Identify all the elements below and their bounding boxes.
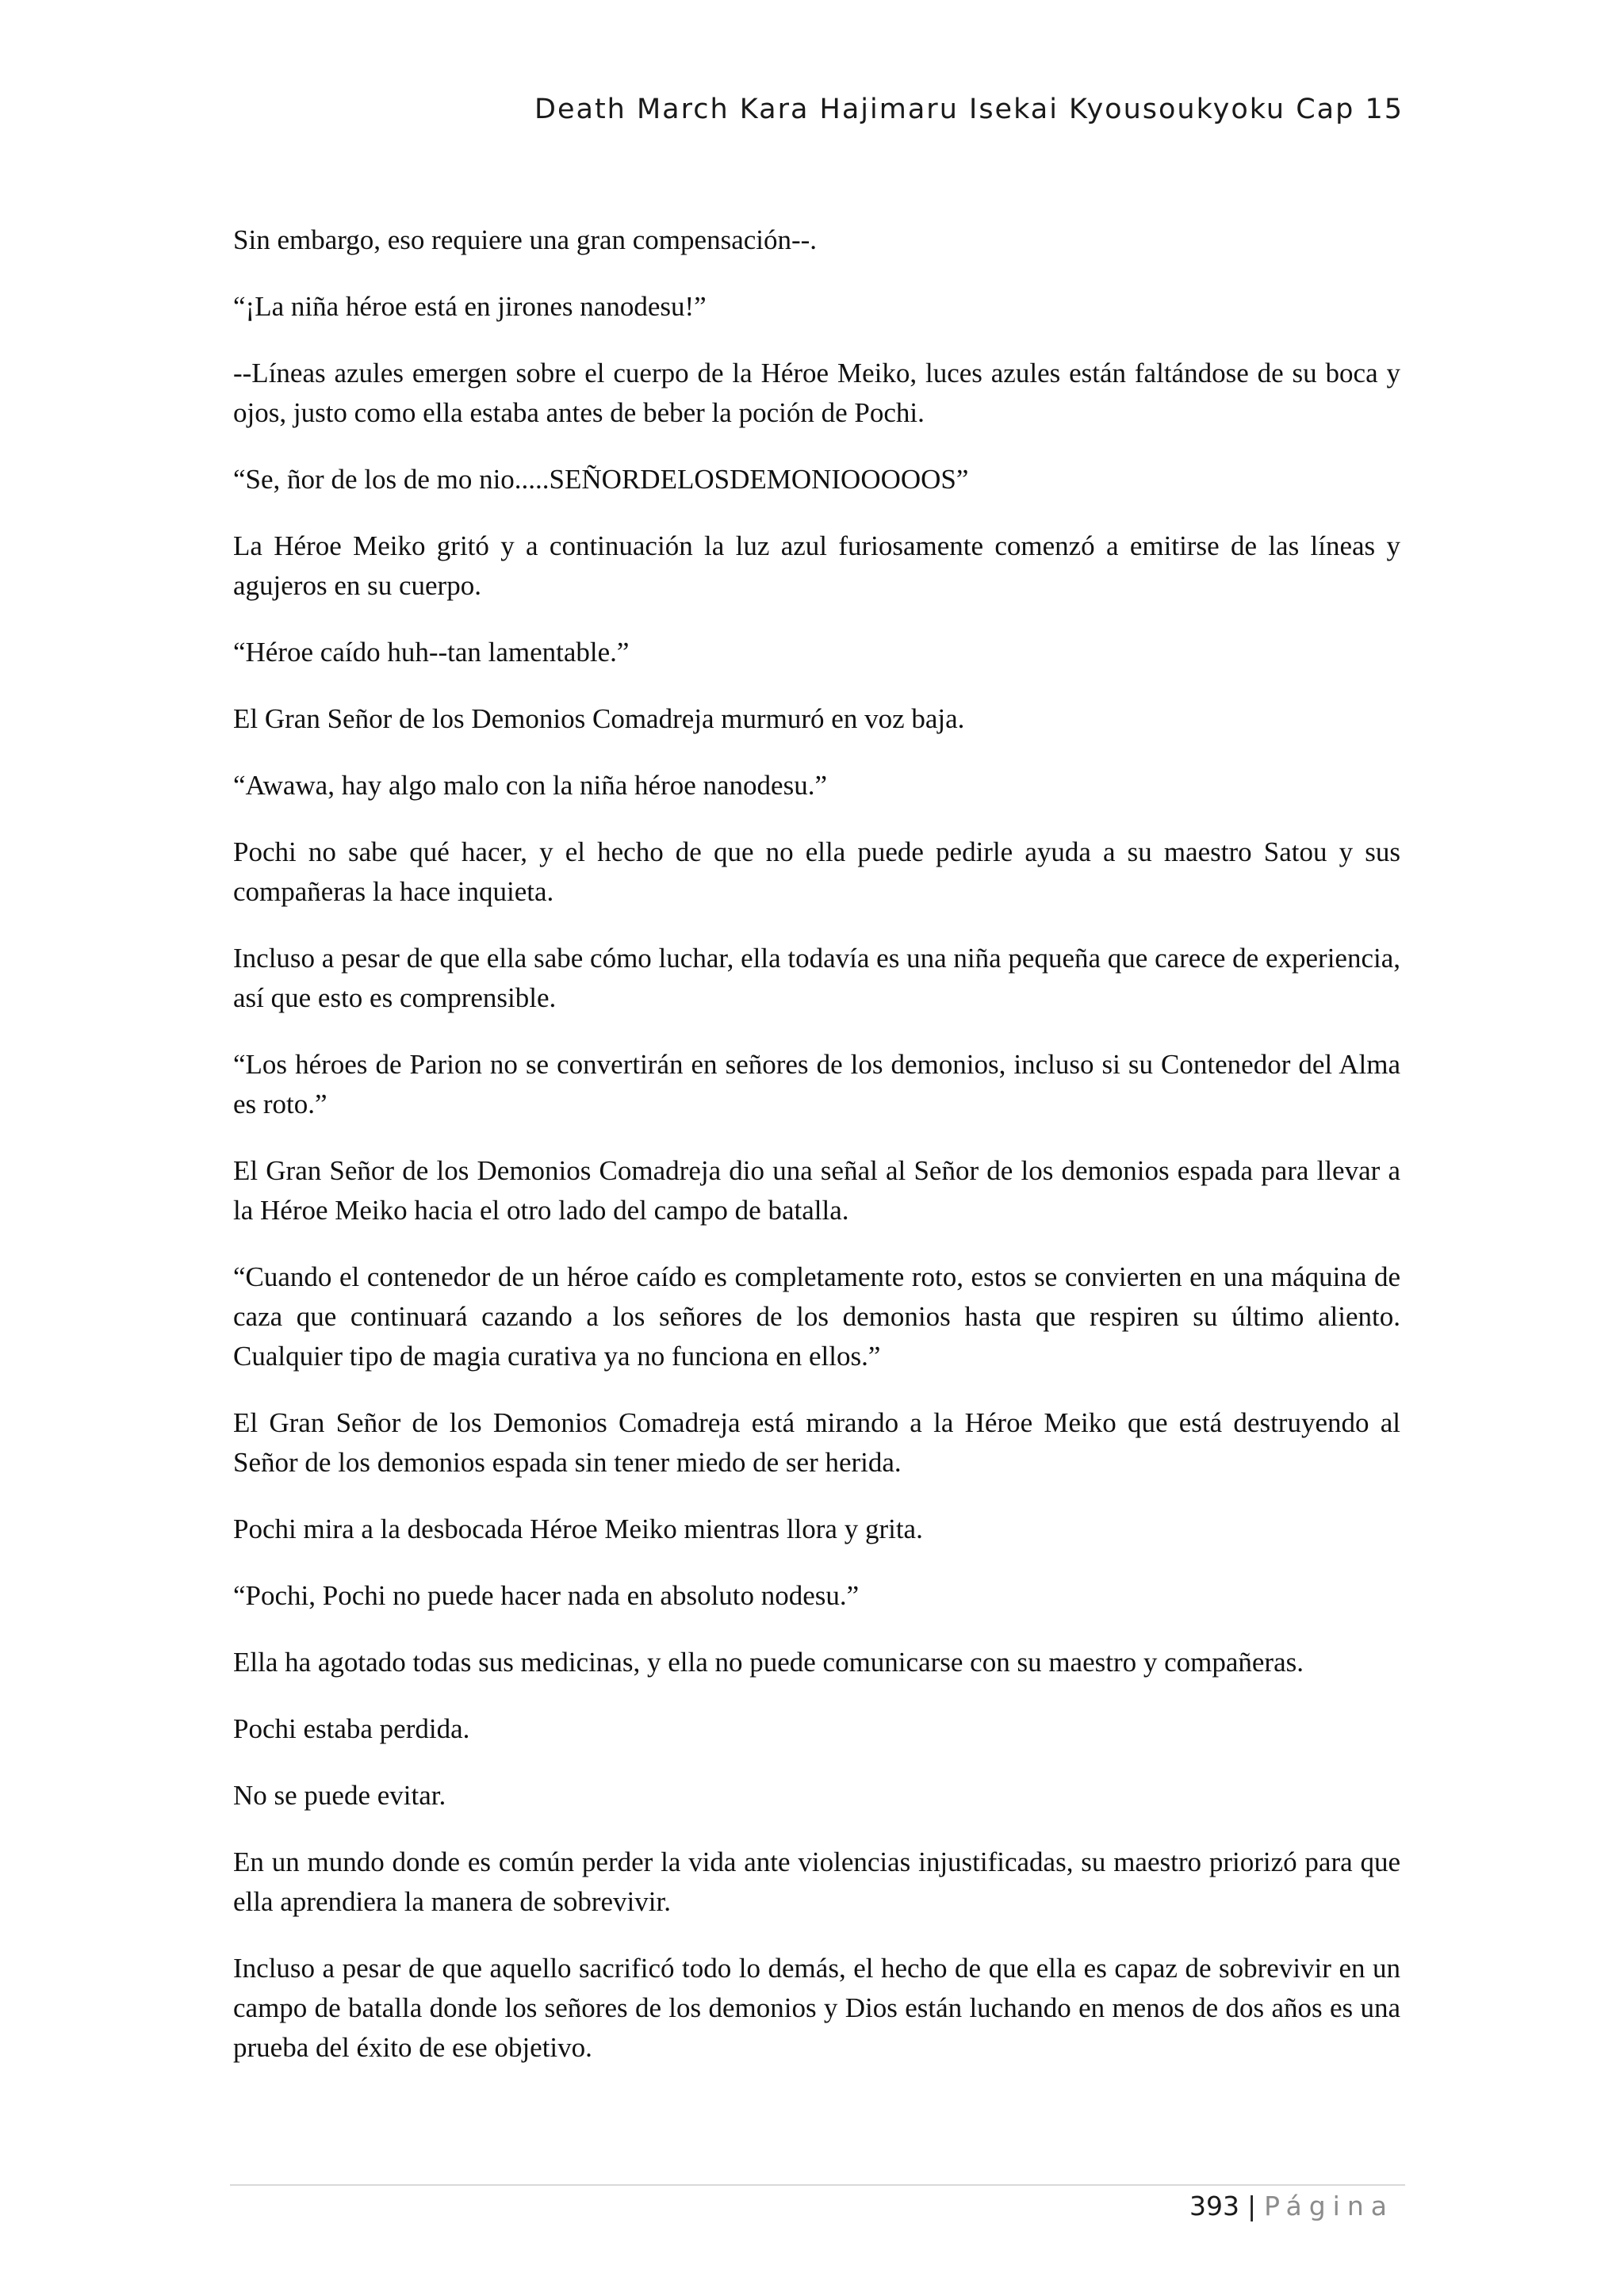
- footer-separator: |: [1247, 2191, 1257, 2221]
- paragraph: Pochi no sabe qué hacer, y el hecho de que no ella puede pedirle ayuda a su maestro Satou y sus compañeras la hace inquieta.: [233, 836, 1400, 907]
- paragraph: Incluso a pesar de que ella sabe cómo luchar, ella todavía es una niña pequeña que carece de experiencia, así que esto es comprensible.: [233, 943, 1400, 1013]
- footer-divider: [230, 2184, 1405, 2186]
- page-footer: [1189, 2191, 1394, 2221]
- paragraph: En un mundo donde es común perder la vida ante violencias injustificadas, su maestro priorizó para que ella aprendiera la manera de sobrevivir.: [233, 1846, 1400, 1917]
- paragraph: “¡La niña héroe está en jirones nanodesu!”: [233, 291, 707, 322]
- page-header: Death March Kara Hajimaru Isekai Kyousoukyoku Cap 15: [534, 94, 1404, 125]
- paragraph: El Gran Señor de los Demonios Comadreja dio una señal al Señor de los demonios espada para llevar a la Héroe Meiko hacia el otro lado del campo de batalla.: [233, 1155, 1400, 1226]
- page-label: Página: [1264, 2191, 1394, 2221]
- paragraph: Pochi estaba perdida.: [233, 1713, 470, 1744]
- chapter-body: [233, 220, 1400, 2095]
- paragraph: La Héroe Meiko gritó y a continuación la luz azul furiosamente comenzó a emitirse de las líneas y agujeros en su cuerpo.: [233, 530, 1400, 601]
- paragraph: “Se, ñor de los de mo nio.....SEÑORDELOSDEMONIOOOOOS”: [233, 464, 969, 495]
- paragraph: “Los héroes de Parion no se convertirán en señores de los demonios, incluso si su Contenedor del Alma es roto.”: [233, 1049, 1400, 1119]
- paragraph: Pochi mira a la desbocada Héroe Meiko mientras llora y grita.: [233, 1513, 923, 1544]
- paragraph: No se puede evitar.: [233, 1780, 446, 1811]
- paragraph: Ella ha agotado todas sus medicinas, y ella no puede comunicarse con su maestro y compañeras.: [233, 1647, 1304, 1678]
- paragraph: “Pochi, Pochi no puede hacer nada en absoluto nodesu.”: [233, 1580, 860, 1611]
- paragraph: --Líneas azules emergen sobre el cuerpo de la Héroe Meiko, luces azules están faltándose de su boca y ojos, justo como ella estaba antes de beber la poción de Pochi.: [233, 358, 1400, 428]
- paragraph: “Awawa, hay algo malo con la niña héroe nanodesu.”: [233, 770, 827, 801]
- paragraph: Sin embargo, eso requiere una gran compensación--.: [233, 224, 818, 255]
- paragraph: El Gran Señor de los Demonios Comadreja murmuró en voz baja.: [233, 703, 965, 734]
- page-number: 393: [1189, 2191, 1239, 2221]
- paragraph: Incluso a pesar de que aquello sacrificó todo lo demás, el hecho de que ella es capaz de sobrevivir en un campo de batalla donde los señores de los demonios y Dios están luchando en menos de dos años es una prueba del éxito de ese objetivo.: [233, 1953, 1400, 2063]
- paragraph: El Gran Señor de los Demonios Comadreja está mirando a la Héroe Meiko que está destruyendo al Señor de los demonios espada sin tener miedo de ser herida.: [233, 1407, 1400, 1478]
- paragraph: “Héroe caído huh--tan lamentable.”: [233, 637, 630, 668]
- paragraph: “Cuando el contenedor de un héroe caído es completamente roto, estos se convierten en una máquina de caza que continuará cazando a los señores de los demonios hasta que respiren su último aliento. Cualquier tipo de magia curativa ya no funciona en ellos.”: [233, 1261, 1400, 1372]
